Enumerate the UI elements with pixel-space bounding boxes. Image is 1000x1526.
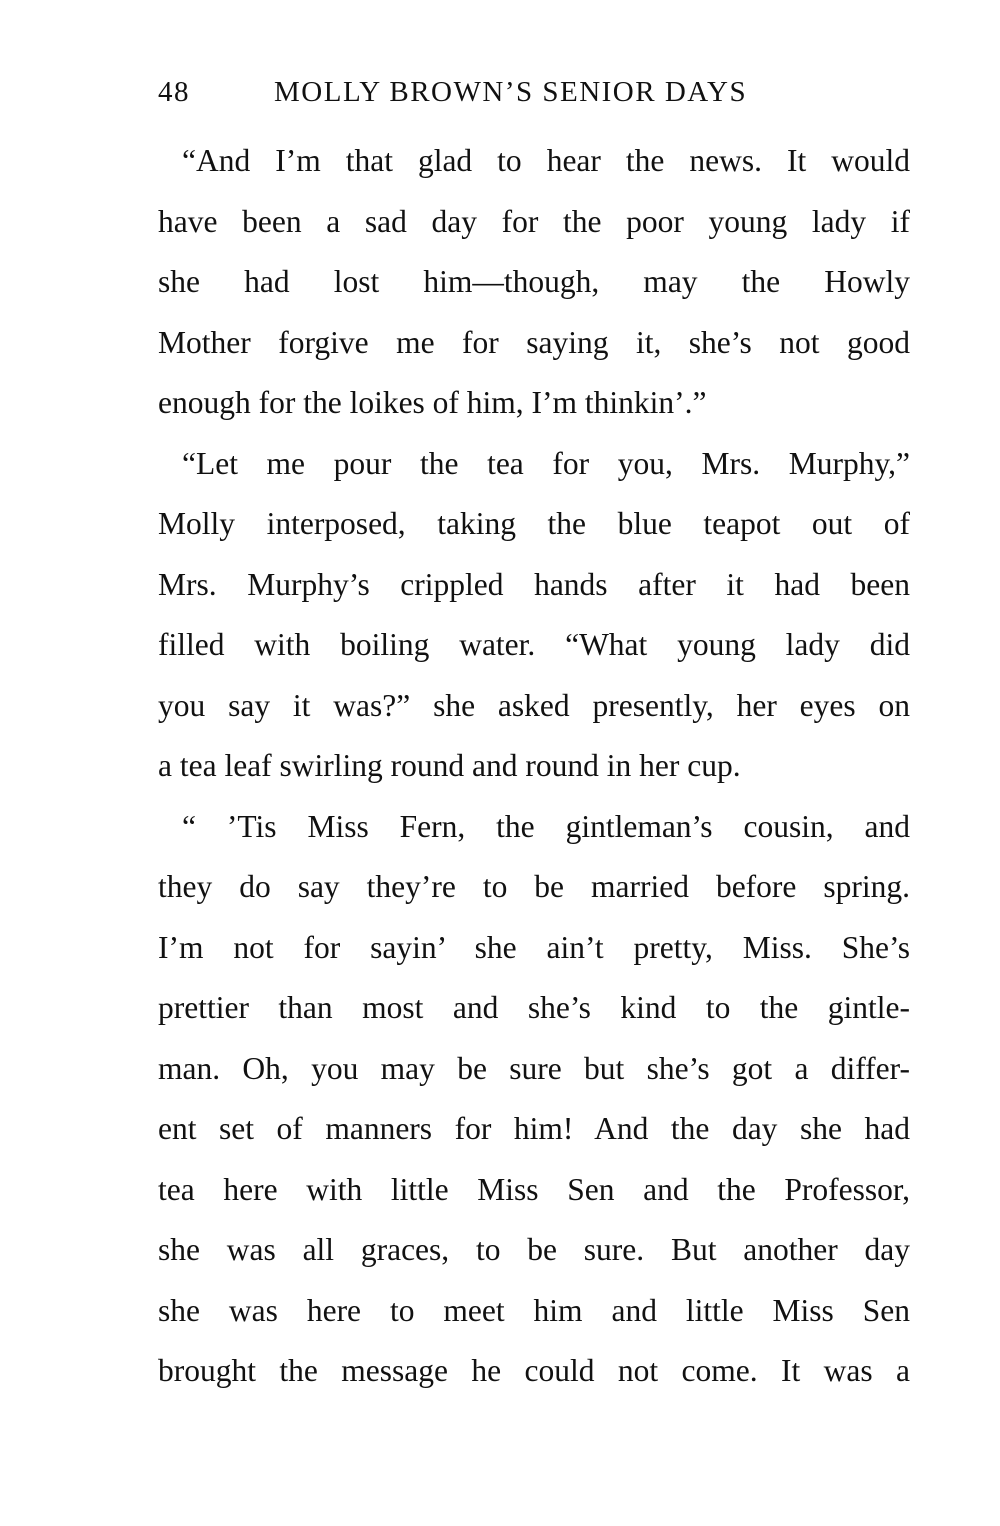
text-line: “ ’Tis Miss Fern, the gintleman’s cousin, and <box>182 808 910 844</box>
text-line: “And I’m that glad to hear the news. It would <box>182 143 910 178</box>
page-number: 48 <box>158 76 190 108</box>
text-line: she was all graces, to be sure. But another day <box>158 1232 910 1267</box>
text-line: ent set of manners for him! And the day she had <box>158 1111 910 1146</box>
text-line: she had lost him—though, may the Howly <box>158 264 910 299</box>
text-line: brought the message he could not come. It was a <box>158 1353 910 1388</box>
text-line: tea here with little Miss Sen and the Professor, <box>158 1171 910 1207</box>
text-line: she was here to meet him and little Miss Sen <box>158 1292 910 1328</box>
text-line: have been a sad day for the poor young lady if <box>158 203 910 239</box>
text-line: Mrs. Murphy’s crippled hands after it had been <box>158 566 910 602</box>
book-title: MOLLY BROWN’S SENIOR DAYS <box>274 76 748 108</box>
body-text <box>158 131 910 1402</box>
text-line: I’m not for sayin’ she ain’t pretty, Miss. She’s <box>158 929 910 965</box>
running-head <box>158 72 818 112</box>
text-line: prettier than most and she’s kind to the gintle- <box>158 990 910 1025</box>
text-line: enough for the loikes of him, I’m thinkin’.” <box>158 385 707 420</box>
text-line: you say it was?” she asked presently, her eyes on <box>158 687 910 723</box>
text-line: “Let me pour the tea for you, Mrs. Murphy,” <box>182 445 910 481</box>
text-line: they do say they’re to be married before spring. <box>158 869 910 904</box>
text-line: man. Oh, you may be sure but she’s got a differ- <box>158 1050 910 1086</box>
text-line: filled with boiling water. “What young lady did <box>158 627 910 662</box>
text-line: Molly interposed, taking the blue teapot out of <box>158 506 910 541</box>
text-line: Mother forgive me for saying it, she’s not good <box>158 324 910 360</box>
text-line: a tea leaf swirling round and round in her cup. <box>158 748 741 783</box>
